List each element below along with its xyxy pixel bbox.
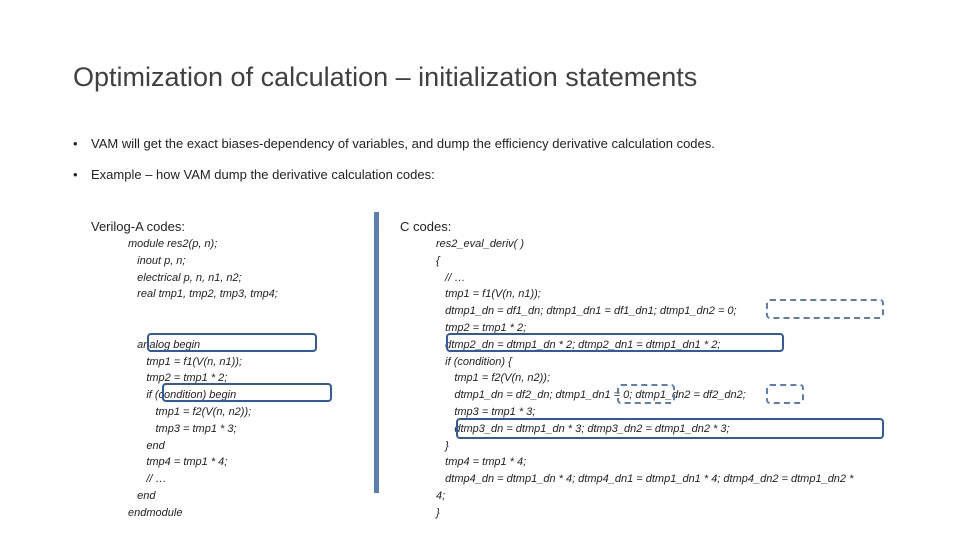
c-code-line: tmp4 = tmp1 * 4; bbox=[436, 456, 527, 469]
slide-title: Optimization of calculation – initialization statements bbox=[73, 62, 698, 92]
dashed-box-dtmp1-dn2 bbox=[766, 384, 804, 404]
c-code-line: dtmp1_dn = df2_dn; dtmp1_dn1 = 0; dtmp1_dn2 = df2_dn2; bbox=[436, 389, 746, 402]
verilog-code-line: tmp3 = tmp1 * 3; bbox=[128, 422, 237, 435]
c-code-line: { bbox=[436, 254, 440, 267]
dashed-box-dtmp1-dn1-zero bbox=[617, 384, 675, 404]
verilog-code-line: end bbox=[128, 489, 156, 502]
c-code-line: dtmp3_dn = dtmp1_dn * 3; dtmp3_dn2 = dtmp1_dn2 * 3; bbox=[436, 422, 730, 435]
c-code-line: if (condition) { bbox=[436, 355, 512, 368]
bullet-1-text: VAM will get the exact biases-dependency of variables, and dump the efficiency derivative calculation codes. bbox=[91, 136, 715, 151]
c-code-line: } bbox=[436, 506, 440, 519]
c-code-line: // … bbox=[436, 271, 466, 284]
verilog-code-line: electrical p, n, n1, n2; bbox=[128, 271, 242, 284]
verilog-code-line: // … bbox=[128, 473, 167, 486]
c-code-block bbox=[436, 236, 853, 522]
c-code-line: dtmp1_dn = df1_dn; dtmp1_dn1 = df1_dn1; dtmp1_dn2 = 0; bbox=[436, 305, 737, 318]
verilog-code-line: tmp2 = tmp1 * 2; bbox=[128, 372, 228, 385]
c-code-line: 4; bbox=[436, 489, 446, 502]
c-code-line: tmp1 = f2(V(n, n2)); bbox=[436, 372, 551, 385]
verilog-code-line: analog begin bbox=[128, 338, 201, 351]
verilog-code-line: inout p, n; bbox=[128, 254, 186, 267]
verilog-code-line: tmp4 = tmp1 * 4; bbox=[128, 456, 228, 469]
c-code-line: dtmp2_dn = dtmp1_dn * 2; dtmp2_dn1 = dtmp1_dn1 * 2; bbox=[436, 338, 721, 351]
c-code-line: tmp3 = tmp1 * 3; bbox=[436, 405, 536, 418]
c-code-line: res2_eval_deriv( ) bbox=[436, 238, 525, 250]
bullet-1 bbox=[73, 136, 715, 151]
verilog-code-line: end bbox=[128, 439, 165, 452]
c-code-line: tmp1 = f1(V(n, n1)); bbox=[436, 288, 541, 301]
verilog-code-line: real tmp1, tmp2, tmp3, tmp4; bbox=[128, 288, 278, 301]
verilog-code-line: endmodule bbox=[128, 506, 183, 519]
c-code-heading: C codes: bbox=[400, 219, 452, 234]
verilog-code-line: tmp1 = f2(V(n, n2)); bbox=[128, 405, 252, 418]
verilog-code-line: tmp1 = f1(V(n, n1)); bbox=[128, 355, 243, 368]
verilog-code-block bbox=[128, 236, 278, 522]
c-code-line: } bbox=[436, 439, 449, 452]
verilog-heading: Verilog-A codes: bbox=[91, 219, 185, 234]
bullet-dot: • bbox=[73, 167, 78, 182]
verilog-code-line: if (condition) begin bbox=[128, 389, 237, 402]
c-code-line: dtmp4_dn = dtmp1_dn * 4; dtmp4_dn1 = dtmp1_dn1 * 4; dtmp4_dn2 = dtmp1_dn2 * bbox=[436, 473, 854, 486]
verilog-code-line bbox=[128, 303, 278, 320]
highlight-box-dtmp2 bbox=[446, 333, 784, 352]
highlight-box-f1-left bbox=[147, 333, 317, 352]
highlight-box-f2-left bbox=[162, 383, 332, 402]
bullet-dot: • bbox=[73, 136, 78, 151]
c-code-line: tmp2 = tmp1 * 2; bbox=[436, 321, 527, 334]
bullet-2-text: Example – how VAM dump the derivative calculation codes: bbox=[91, 167, 435, 182]
column-divider bbox=[374, 212, 379, 493]
highlight-box-dtmp3 bbox=[456, 418, 884, 439]
dashed-box-dtmp1-dn2-zero bbox=[766, 299, 884, 319]
bullet-2 bbox=[73, 167, 435, 182]
verilog-code-line: module res2(p, n); bbox=[128, 238, 218, 250]
